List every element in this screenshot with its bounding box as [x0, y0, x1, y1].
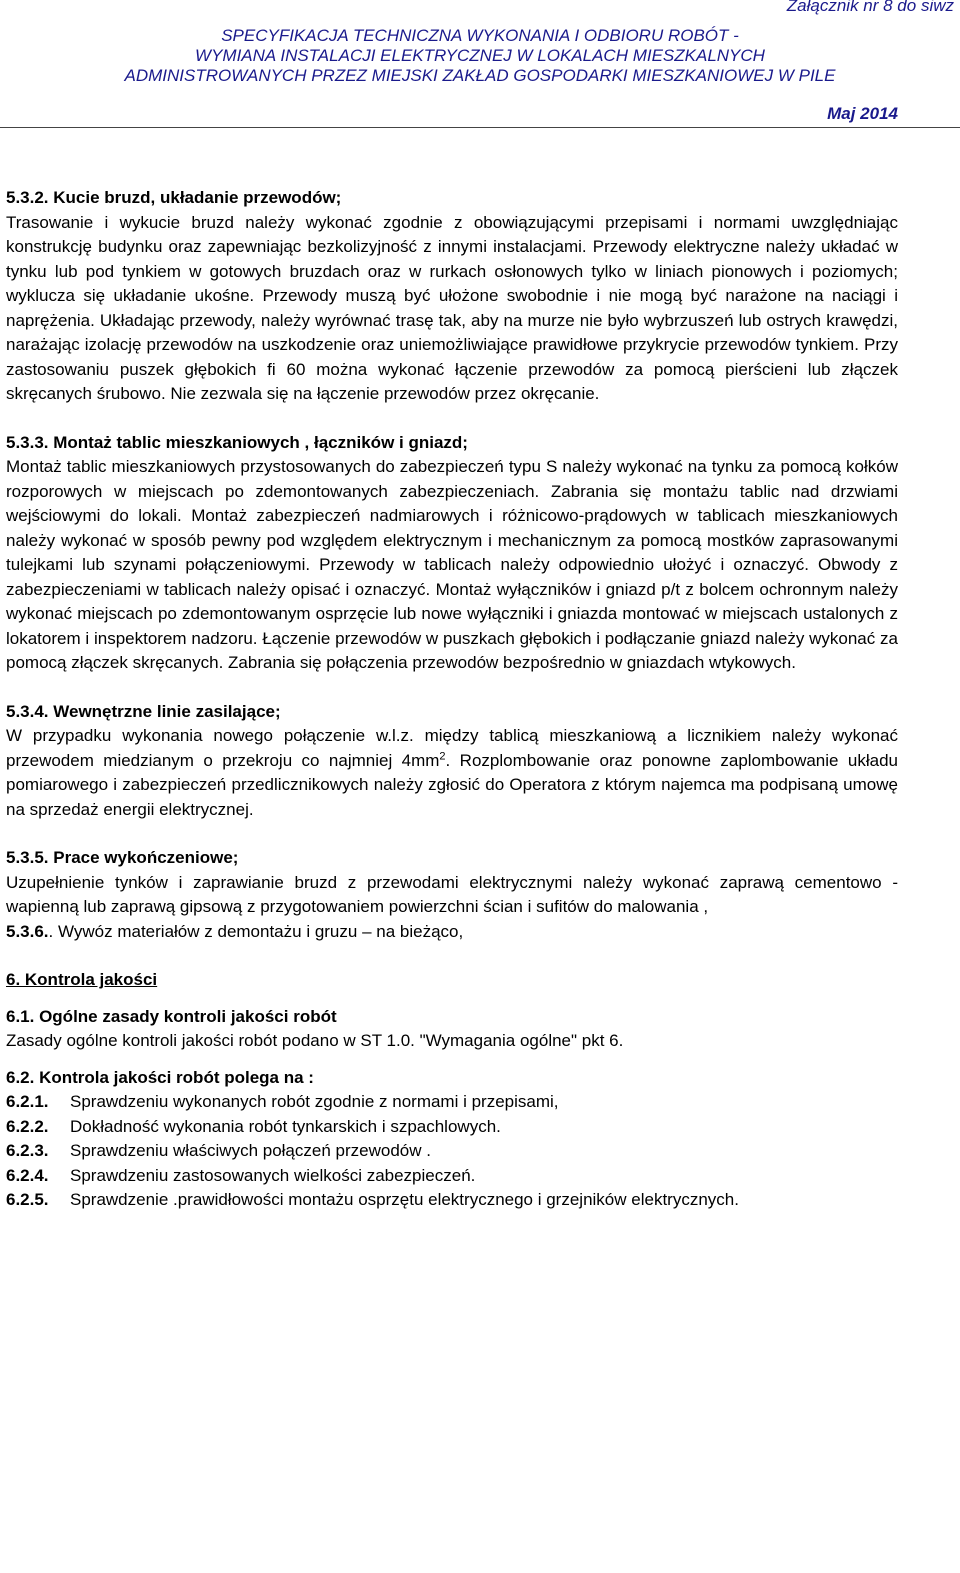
section-5-3-2-heading: 5.3.2. Kucie bruzd, układanie przewodów;: [6, 188, 342, 207]
list-item-text: Sprawdzeniu wykonanych robót zgodnie z normami i przepisami,: [70, 1092, 559, 1111]
spec-title: [40, 26, 920, 86]
spec-title-line-2: WYMIANA INSTALACJI ELEKTRYCZNEJ W LOKALACH MIESZKALNYCH: [195, 46, 765, 65]
list-item: [6, 1164, 898, 1189]
section-5-3-6-number: 5.3.6.: [6, 921, 49, 941]
section-5-3-2-text: Trasowanie i wykucie bruzd należy wykonać zgodnie z obowiązującymi przepisami i normami uwzględniając konstrukcję budynku oraz zapewniając bezkolizyjność z innymi instalacjami. Przewody elektryczne należy układać w tynku lub pod tynkiem w gotowych bruzdach oraz w rurkach osłonowych tylko w liniach pionowych i poziomych; wyklucza się układanie ukośne. Przewody muszą być ułożone swobodnie i nie mogą być narażone na naciągi i naprężenia. Układając przewody, należy wyrównać trasę tak, aby na murze nie było wybrzuszeń lub ostrych krawędzi, narażając izolację przewodów na uszkodzenie oraz uniemożliwiające prawidłowe przykrycie przewodów tynkiem. Przy zastosowaniu puszek głębokich fi 60 można wykonać łączenie przewodów za pomocą pierścieni lub złączek skręcanych śrubowo. Nie zezwala się na łączenie przewodów przez okręcanie.: [6, 212, 898, 403]
list-item: [6, 1090, 898, 1115]
section-5-3-4-text-b: . Rozplombowanie oraz ponowne zaplombowanie układu pomiarowego i zabezpieczeń przedlicznikowych należy zgłosić do Operatora z którym najemca ma podpisaną umowę na sprzedaż energii elektrycznej.: [6, 750, 898, 819]
list-item: [6, 1139, 898, 1164]
section-5-3-6-line: [6, 920, 898, 945]
spec-title-line-3: ADMINISTROWANYCH PRZEZ MIEJSKI ZAKŁAD GOSPODARKI MIESZKANIOWEJ W PILE: [124, 66, 836, 85]
list-item-text: Sprawdzeniu zastosowanych wielkości zabezpieczeń.: [70, 1165, 476, 1185]
section-6-heading: 6. Kontrola jakości: [6, 970, 158, 989]
list-item-text: Sprawdzeniu właściwych połączeń przewodów .: [70, 1141, 431, 1160]
section-5-3-4-text-a: W przypadku wykonania nowego połączenie w.l.z. między tablicą mieszkaniową a licznikiem należy wykonać przewodem miedzianym o przekroju co najmniej 4mm: [6, 726, 898, 770]
section-5-3-5-text: Uzupełnienie tynków i zaprawianie bruzd z przewodami elektrycznymi należy wykonać zaprawą cementowo - wapienną lub zaprawą gipsową z przygotowaniem powierzchni ścian i sufitów do malowania ,: [6, 872, 898, 916]
section-5-3-4-heading: 5.3.4. Wewnętrzne linie zasilające;: [6, 701, 281, 721]
list-item-number: 6.2.1.: [6, 1092, 49, 1111]
superscript-2: 2: [439, 749, 446, 762]
section-5-3-6-text: . Wywóz materiałów z demontażu i gruzu – na bieżąco,: [48, 921, 464, 941]
section-6-1-text: Zasady ogólne kontroli jakości robót podano w ST 1.0. "Wymagania ogólne" pkt 6.: [6, 1031, 624, 1050]
list-item-text: Sprawdzenie .prawidłowości montażu osprzętu elektrycznego i grzejników elektrycznych.: [70, 1190, 739, 1209]
section-6-1-heading: 6.1. Ogólne zasady kontroli jakości robót: [6, 1006, 337, 1026]
annex-label: Załącznik nr 8 do siwz: [786, 0, 954, 15]
section-5-3-3-text: Montaż tablic mieszkaniowych przystosowanych do zabezpieczeń typu S należy wykonać na tynku za pomocą kołków rozporowych w miejscach po zdemontowanych zabezpieczeniach. Zabrania się montażu tablic nad drzwiami wejściowymi do lokali. Montaż zabezpieczeń nadmiarowych i różnicowo-prądowych w tablicach mieszkaniowych należy wykonać w sposób pewny pod względem elektrycznym i mechanicznym za pomocą mostków zaprasowanymi tulejkami lub szynami połączeniowymi. Przewody w tablicach należy odpowiednio ułożyć i oznaczyć. Obwody z zabezpieczeniami w tablicach należy opisać i oznaczyć. Montaż wyłączników i gniazd p/t z bolcem ochronnym należy wykonać miejscach po zdemontowanym osprzęcie lub nowe wyłączniki i gniazda montować w miejscach ustalonych z lokatorem i inspektorem nadzoru. Łączenie przewodów w puszkach głębokich i podłączanie gniazd należy wykonać za pomocą złączek skręcanych. Zabrania się połączenia przewodów bezpośrednio w gniazdach wtykowych.: [6, 457, 898, 672]
section-5-3-5-heading: 5.3.5. Prace wykończeniowe;: [6, 848, 239, 867]
section-5-3-4-text: [6, 724, 898, 822]
list-item: [6, 1115, 898, 1140]
list-item-number: 6.2.2.: [6, 1116, 49, 1136]
document-date: Maj 2014: [827, 104, 898, 123]
spec-title-line-1: SPECYFIKACJA TECHNICZNA WYKONANIA I ODBIORU ROBÓT -: [221, 26, 739, 45]
section-6-2-heading: 6.2. Kontrola jakości robót polega na :: [6, 1067, 314, 1087]
list-item-number: 6.2.3.: [6, 1141, 49, 1160]
section-5-3-3-heading: 5.3.3. Montaż tablic mieszkaniowych , łączników i gniazd;: [6, 432, 468, 452]
document-body: [6, 186, 898, 1213]
list-item-number: 6.2.5.: [6, 1190, 49, 1209]
list-item-number: 6.2.4.: [6, 1165, 49, 1185]
list-item: [6, 1188, 898, 1213]
list-item-text: Dokładność wykonania robót tynkarskich i szpachlowych.: [70, 1116, 501, 1136]
header-divider: [0, 127, 960, 128]
